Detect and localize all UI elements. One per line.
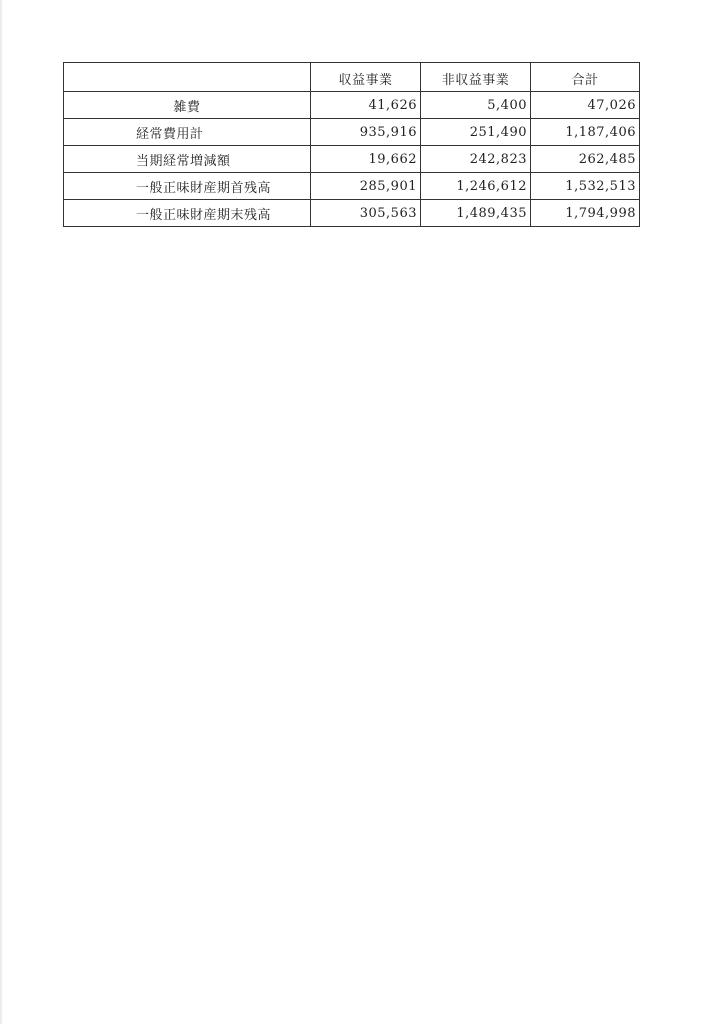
cell-total: 262,485	[531, 146, 640, 173]
header-profit-business: 収益事業	[311, 63, 421, 92]
cell-total: 1,794,998	[531, 200, 640, 227]
financial-table	[63, 62, 640, 227]
cell-profit: 285,901	[311, 173, 421, 200]
cell-nonprofit: 5,400	[421, 92, 531, 119]
header-blank	[64, 63, 311, 92]
scan-edge-shadow	[0, 0, 3, 1024]
row-label: 雑費	[64, 92, 311, 119]
cell-total: 1,532,513	[531, 173, 640, 200]
row-label: 一般正味財産期首残高	[64, 173, 311, 200]
table-row	[64, 200, 640, 227]
cell-profit: 935,916	[311, 119, 421, 146]
table-row	[64, 119, 640, 146]
table-row	[64, 146, 640, 173]
cell-nonprofit: 251,490	[421, 119, 531, 146]
cell-profit: 305,563	[311, 200, 421, 227]
cell-total: 47,026	[531, 92, 640, 119]
row-label: 一般正味財産期末残高	[64, 200, 311, 227]
row-label: 当期経常増減額	[64, 146, 311, 173]
cell-nonprofit: 1,246,612	[421, 173, 531, 200]
row-label: 経常費用計	[64, 119, 311, 146]
table-row	[64, 92, 640, 119]
header-nonprofit-business: 非収益事業	[421, 63, 531, 92]
table-row	[64, 173, 640, 200]
header-total: 合計	[531, 63, 640, 92]
cell-total: 1,187,406	[531, 119, 640, 146]
cell-nonprofit: 242,823	[421, 146, 531, 173]
cell-profit: 41,626	[311, 92, 421, 119]
cell-nonprofit: 1,489,435	[421, 200, 531, 227]
cell-profit: 19,662	[311, 146, 421, 173]
table-header-row	[64, 63, 640, 92]
